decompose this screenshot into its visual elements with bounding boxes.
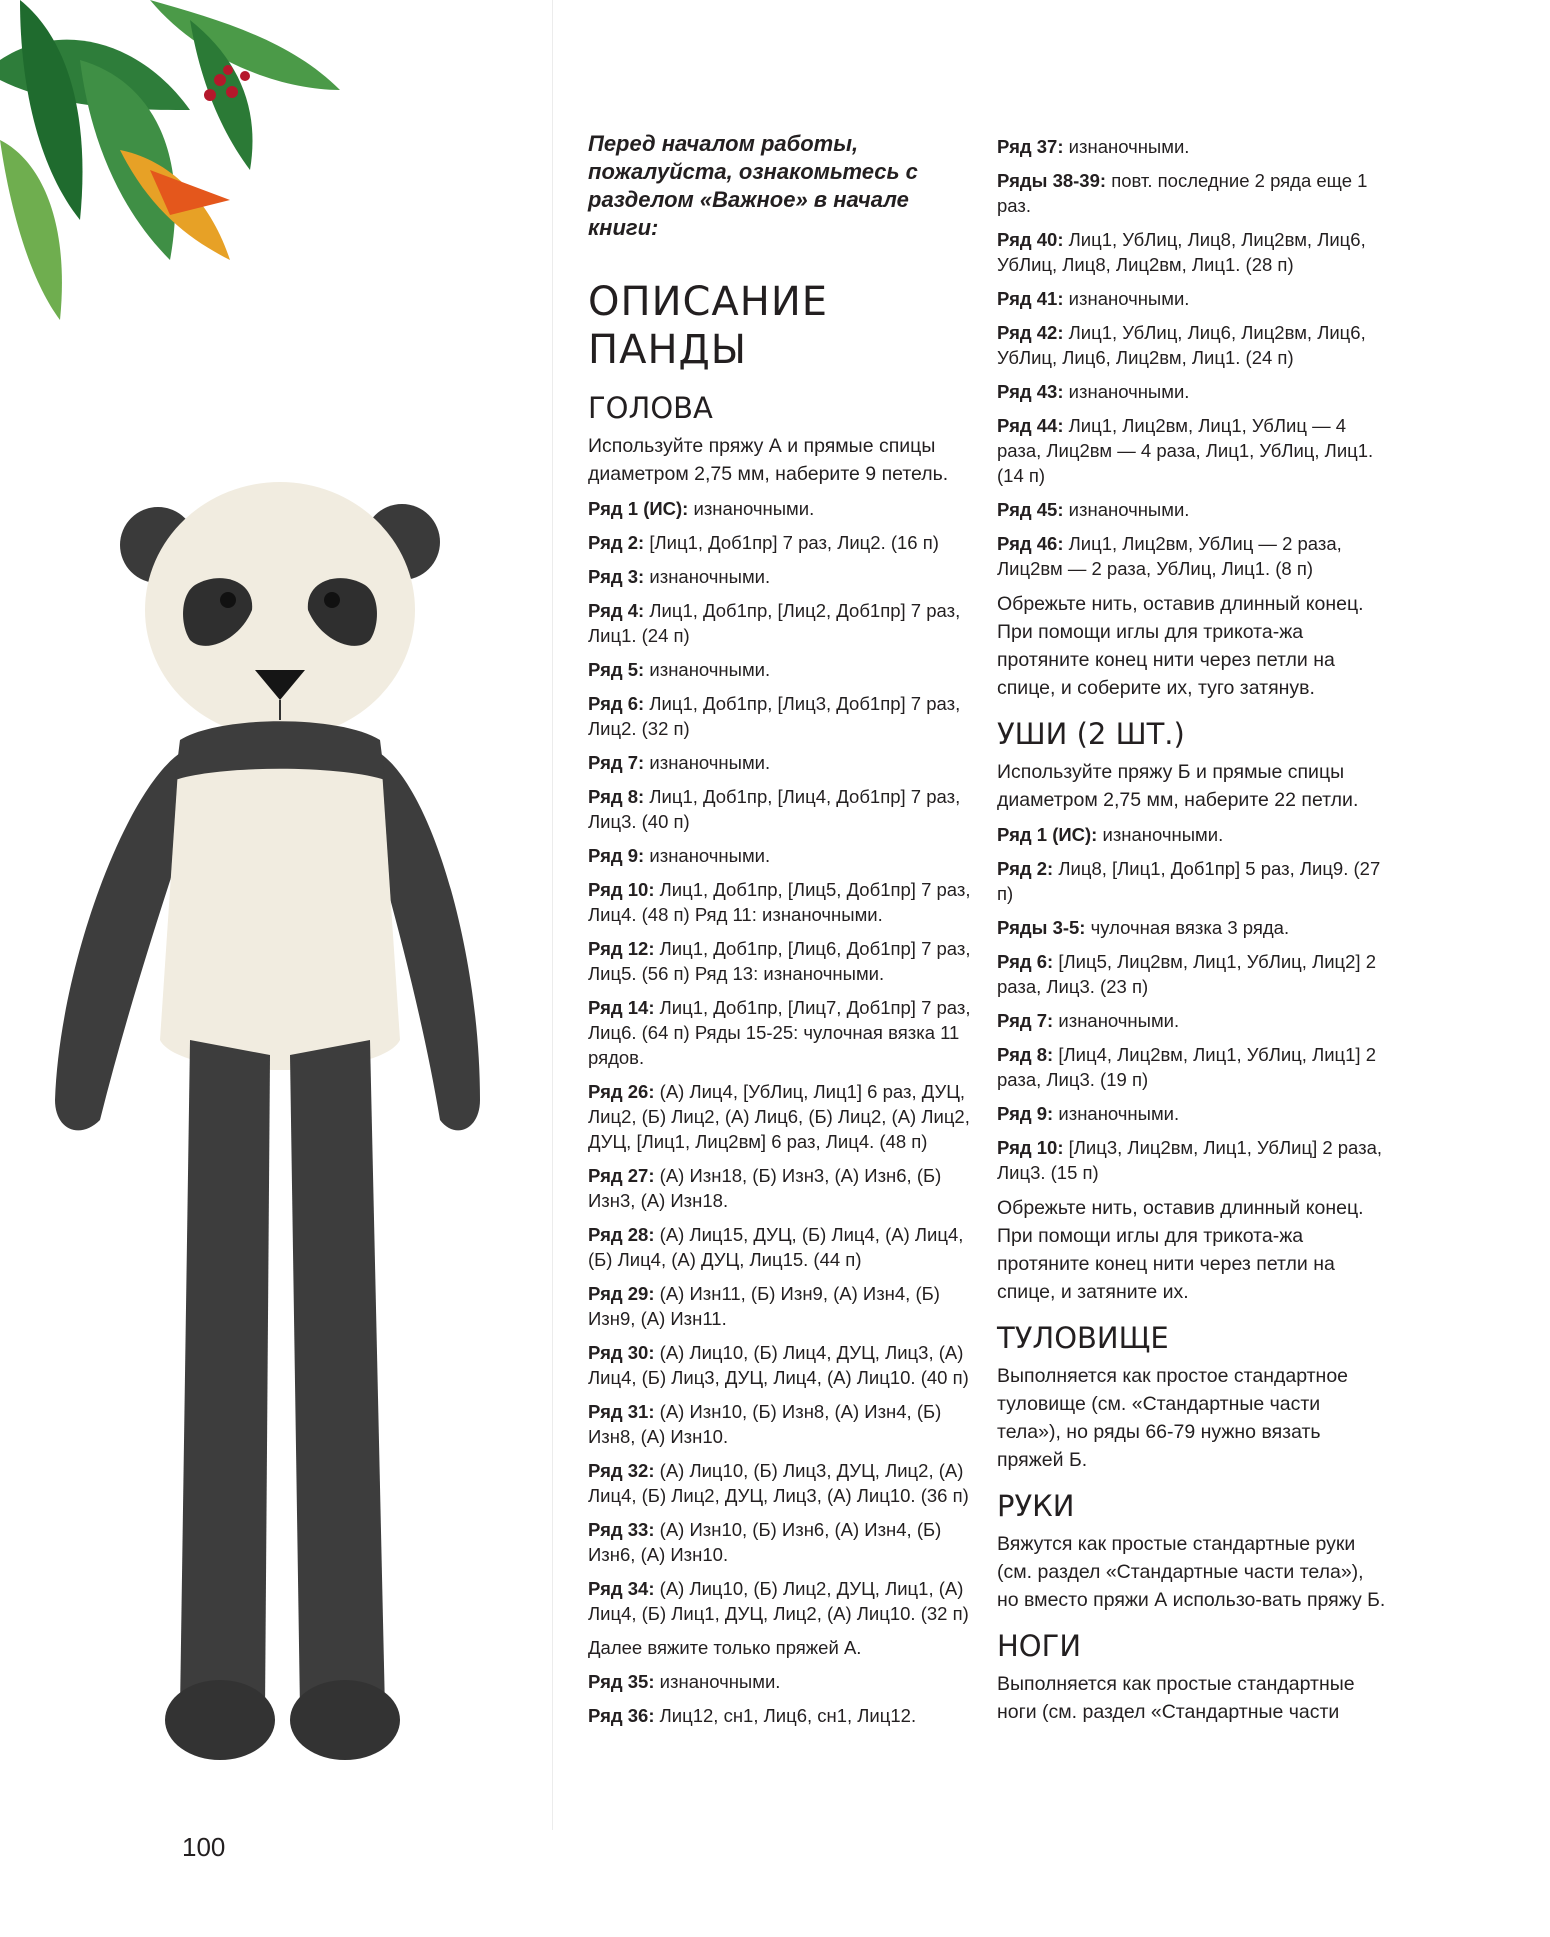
row-label: Ряд 1 (ИС): bbox=[997, 824, 1098, 845]
page-title bbox=[588, 278, 978, 374]
row-label: Ряд 2: bbox=[588, 532, 645, 553]
row-label: Ряд 44: bbox=[997, 415, 1064, 436]
ears-finish: Обрежьте нить, оставив длинный конец. При помощи иглы для трикота-жа протяните конец нити через петли на спице, и затяните их. bbox=[997, 1197, 1364, 1303]
row-instruction: Лиц8, [Лиц1, Доб1пр] 5 раз, Лиц9. (27 п) bbox=[997, 858, 1381, 904]
head-finish: Обрежьте нить, оставив длинный конец. При помощи иглы для трикота-жа протяните конец нити через петли на спице, и соберите их, туго затянув. bbox=[997, 593, 1364, 699]
pattern-row bbox=[588, 1576, 978, 1626]
pattern-row bbox=[588, 1517, 978, 1567]
row-label: Ряд 28: bbox=[588, 1224, 655, 1245]
row-label: Ряд 2: bbox=[997, 858, 1054, 879]
pattern-row bbox=[997, 915, 1387, 940]
head-intro: Используйте пряжу А и прямые спицы диаметром 2,75 мм, наберите 9 петель. bbox=[588, 435, 949, 485]
row-label: Ряды 38-39: bbox=[997, 170, 1107, 191]
row-label: Ряд 6: bbox=[588, 693, 645, 714]
column-right bbox=[997, 134, 1387, 1734]
row-instruction: Лиц1, УбЛиц, Лиц8, Лиц2вм, Лиц6, УбЛиц, Лиц8, Лиц2вм, Лиц1. (28 п) bbox=[997, 229, 1366, 275]
row-label: Ряд 9: bbox=[997, 1103, 1054, 1124]
page-divider bbox=[552, 0, 553, 1830]
row-instruction: изнаночными. bbox=[1053, 1103, 1180, 1124]
row-label: Ряд 43: bbox=[997, 381, 1064, 402]
row-label: Ряд 10: bbox=[997, 1137, 1064, 1158]
pattern-row bbox=[997, 1042, 1387, 1092]
pattern-row bbox=[997, 1008, 1387, 1033]
arms-text: Вяжутся как простые стандартные руки (см. раздел «Стандартные части тела»), но вместо пряжи А использо-вать пряжу Б. bbox=[997, 1533, 1386, 1611]
pattern-row bbox=[997, 379, 1387, 404]
pattern-row bbox=[588, 1163, 978, 1213]
legs-text: Выполняется как простые стандартные ноги (см. раздел «Стандартные части bbox=[997, 1673, 1355, 1723]
row-label: Ряд 8: bbox=[588, 786, 645, 807]
pattern-row bbox=[997, 856, 1387, 906]
panda-toy-photo bbox=[40, 480, 560, 1810]
pattern-row bbox=[997, 320, 1387, 370]
row-label: Ряд 30: bbox=[588, 1342, 655, 1363]
row-instruction: (А) Лиц10, (Б) Лиц4, ДУЦ, Лиц3, (А) Лиц4, (Б) Лиц3, ДУЦ, Лиц4, (А) Лиц10. (40 п) bbox=[588, 1342, 969, 1388]
row-instruction: изнаночными. bbox=[1063, 381, 1190, 402]
row-label: Ряд 14: bbox=[588, 997, 655, 1018]
row-label: Ряд 27: bbox=[588, 1165, 655, 1186]
row-label: Ряд 40: bbox=[997, 229, 1064, 250]
row-instruction: Лиц1, Доб1пр, [Лиц5, Доб1пр] 7 раз, Лиц4. (48 п) Ряд 11: изнаночными. bbox=[588, 879, 971, 925]
row-instruction: [Лиц5, Лиц2вм, Лиц1, УбЛиц, Лиц2] 2 раза, Лиц3. (23 п) bbox=[997, 951, 1376, 997]
row-label: Ряд 41: bbox=[997, 288, 1064, 309]
page-number: 100 bbox=[182, 1832, 226, 1862]
row-label: Ряд 10: bbox=[588, 879, 655, 900]
row-label: Ряд 6: bbox=[997, 951, 1054, 972]
title-line-1: ОПИСАНИЕ bbox=[588, 279, 829, 325]
row-label: Ряд 33: bbox=[588, 1519, 655, 1540]
row-instruction: Лиц1, УбЛиц, Лиц6, Лиц2вм, Лиц6, УбЛиц, Лиц6, Лиц2вм, Лиц1. (24 п) bbox=[997, 322, 1366, 368]
row-label: Ряд 45: bbox=[997, 499, 1064, 520]
pattern-row bbox=[588, 1281, 978, 1331]
pattern-row bbox=[588, 657, 978, 682]
row-label: Ряд 29: bbox=[588, 1283, 655, 1304]
row-instruction: (А) Изн10, (Б) Изн6, (А) Изн4, (Б) Изн6, (А) Изн10. bbox=[588, 1519, 942, 1565]
pattern-row bbox=[588, 877, 978, 927]
pattern-row bbox=[997, 227, 1387, 277]
ears-rows-list bbox=[997, 822, 1387, 1185]
pattern-row bbox=[588, 1669, 978, 1694]
pattern-row bbox=[997, 531, 1387, 581]
row-instruction: изнаночными. bbox=[644, 752, 771, 773]
row-label: Ряды 3-5: bbox=[997, 917, 1086, 938]
row-instruction: изнаночными. bbox=[1063, 499, 1190, 520]
title-line-2: ПАНДЫ bbox=[588, 327, 748, 373]
row-label: Ряд 9: bbox=[588, 845, 645, 866]
row-instruction: повт. последние 2 ряда еще 1 раз. bbox=[997, 170, 1368, 216]
row-instruction: (А) Изн18, (Б) Изн3, (А) Изн6, (Б) Изн3, (А) Изн18. bbox=[588, 1165, 942, 1211]
row-label: Ряд 7: bbox=[588, 752, 645, 773]
body-text: Выполняется как простое стандартное туловище (см. «Стандартные части тела»), но ряды 66-79 нужно вязать пряжей Б. bbox=[997, 1365, 1349, 1471]
row-instruction: Лиц1, Доб1пр, [Лиц4, Доб1пр] 7 раз, Лиц3. (40 п) bbox=[588, 786, 961, 832]
row-instruction: (А) Лиц15, ДУЦ, (Б) Лиц4, (А) Лиц4, (Б) Лиц4, (А) ДУЦ, Лиц15. (44 п) bbox=[588, 1224, 964, 1270]
row-label: Ряд 35: bbox=[588, 1671, 655, 1692]
row-instruction: изнаночными. bbox=[688, 498, 815, 519]
pattern-row bbox=[588, 1340, 978, 1390]
pattern-row bbox=[588, 750, 978, 775]
column-left bbox=[588, 130, 978, 1737]
pattern-row bbox=[588, 1703, 978, 1728]
pattern-row bbox=[997, 286, 1387, 311]
row-label: Ряд 4: bbox=[588, 600, 645, 621]
pattern-row bbox=[588, 995, 978, 1070]
pattern-row bbox=[588, 936, 978, 986]
pattern-row bbox=[997, 1135, 1387, 1185]
row-instruction: чулочная вязка 3 ряда. bbox=[1085, 917, 1290, 938]
pattern-row bbox=[997, 168, 1387, 218]
section-heading-head: ГОЛОВА bbox=[588, 391, 713, 425]
pattern-row bbox=[588, 496, 978, 521]
pattern-row bbox=[997, 1101, 1387, 1126]
row-instruction: Далее вяжите только пряжей А. bbox=[588, 1637, 862, 1658]
row-label: Ряд 7: bbox=[997, 1010, 1054, 1031]
head-rows-list-continued bbox=[997, 134, 1387, 581]
pattern-row bbox=[588, 1222, 978, 1272]
row-instruction: Лиц1, Лиц2вм, Лиц1, УбЛиц — 4 раза, Лиц2вм — 4 раза, Лиц1, УбЛиц, Лиц1. (14 п) bbox=[997, 415, 1374, 486]
pattern-row bbox=[588, 530, 978, 555]
pattern-row bbox=[997, 134, 1387, 159]
pattern-row bbox=[997, 949, 1387, 999]
row-instruction: изнаночными. bbox=[1097, 824, 1224, 845]
row-label: Ряд 31: bbox=[588, 1401, 655, 1422]
pattern-row bbox=[997, 822, 1387, 847]
pattern-row bbox=[588, 784, 978, 834]
row-label: Ряд 1 (ИС): bbox=[588, 498, 689, 519]
row-instruction: Лиц1, Доб1пр, [Лиц7, Доб1пр] 7 раз, Лиц6. (64 п) Ряды 15-25: чулочная вязка 11 рядов. bbox=[588, 997, 971, 1068]
row-instruction: изнаночными. bbox=[644, 566, 771, 587]
row-instruction: Лиц12, сн1, Лиц6, сн1, Лиц12. bbox=[654, 1705, 917, 1726]
row-instruction: изнаночными. bbox=[1053, 1010, 1180, 1031]
row-label: Ряд 8: bbox=[997, 1044, 1054, 1065]
row-instruction: изнаночными. bbox=[654, 1671, 781, 1692]
row-label: Ряд 3: bbox=[588, 566, 645, 587]
row-instruction: изнаночными. bbox=[644, 845, 771, 866]
pattern-row bbox=[588, 843, 978, 868]
row-label: Ряд 26: bbox=[588, 1081, 655, 1102]
row-instruction: (А) Лиц4, [УбЛиц, Лиц1] 6 раз, ДУЦ, Лиц2, (Б) Лиц2, (А) Лиц6, (Б) Лиц2, (А) Лиц2, ДУЦ, [Лиц1, Лиц2вм] 6 раз, Лиц4. (48 п) bbox=[588, 1081, 970, 1152]
pattern-row bbox=[588, 1635, 978, 1660]
pattern-row bbox=[588, 1079, 978, 1154]
pattern-row bbox=[588, 598, 978, 648]
section-heading-ears: УШИ (2 ШТ.) bbox=[997, 717, 1185, 751]
section-heading-arms: РУКИ bbox=[997, 1489, 1075, 1523]
section-heading-legs: НОГИ bbox=[997, 1629, 1082, 1663]
row-instruction: [Лиц1, Доб1пр] 7 раз, Лиц2. (16 п) bbox=[644, 532, 939, 553]
row-instruction: (А) Изн11, (Б) Изн9, (А) Изн4, (Б) Изн9, (А) Изн11. bbox=[588, 1283, 940, 1329]
pattern-row bbox=[997, 497, 1387, 522]
head-rows-list bbox=[588, 496, 978, 1728]
pattern-row bbox=[588, 1399, 978, 1449]
row-instruction: [Лиц4, Лиц2вм, Лиц1, УбЛиц, Лиц1] 2 раза, Лиц3. (19 п) bbox=[997, 1044, 1376, 1090]
row-instruction: Лиц1, Доб1пр, [Лиц3, Доб1пр] 7 раз, Лиц2. (32 п) bbox=[588, 693, 961, 739]
tropical-leaves-illustration bbox=[0, 0, 360, 340]
pattern-row bbox=[588, 691, 978, 741]
row-label: Ряд 34: bbox=[588, 1578, 655, 1599]
row-label: Ряд 37: bbox=[997, 136, 1064, 157]
row-label: Ряд 5: bbox=[588, 659, 645, 680]
pattern-row bbox=[588, 1458, 978, 1508]
row-label: Ряд 32: bbox=[588, 1460, 655, 1481]
pattern-row bbox=[997, 413, 1387, 488]
row-instruction: Лиц1, Доб1пр, [Лиц2, Доб1пр] 7 раз, Лиц1. (24 п) bbox=[588, 600, 961, 646]
row-label: Ряд 46: bbox=[997, 533, 1064, 554]
row-label: Ряд 12: bbox=[588, 938, 655, 959]
row-instruction: Лиц1, Лиц2вм, УбЛиц — 2 раза, Лиц2вм — 2 раза, УбЛиц, Лиц1. (8 п) bbox=[997, 533, 1342, 579]
ears-intro: Используйте пряжу Б и прямые спицы диаметром 2,75 мм, наберите 22 петли. bbox=[997, 761, 1359, 811]
row-instruction: (А) Лиц10, (Б) Лиц2, ДУЦ, Лиц1, (А) Лиц4, (Б) Лиц1, ДУЦ, Лиц2, (А) Лиц10. (32 п) bbox=[588, 1578, 969, 1624]
row-instruction: (А) Лиц10, (Б) Лиц3, ДУЦ, Лиц2, (А) Лиц4, (Б) Лиц2, ДУЦ, Лиц3, (А) Лиц10. (36 п) bbox=[588, 1460, 969, 1506]
row-label: Ряд 42: bbox=[997, 322, 1064, 343]
row-instruction: (А) Изн10, (Б) Изн8, (А) Изн4, (Б) Изн8, (А) Изн10. bbox=[588, 1401, 942, 1447]
section-heading-body: ТУЛОВИЩЕ bbox=[997, 1321, 1169, 1355]
row-instruction: изнаночными. bbox=[1063, 288, 1190, 309]
row-instruction: изнаночными. bbox=[644, 659, 771, 680]
row-instruction: Лиц1, Доб1пр, [Лиц6, Доб1пр] 7 раз, Лиц5. (56 п) Ряд 13: изнаночными. bbox=[588, 938, 971, 984]
row-label: Ряд 36: bbox=[588, 1705, 655, 1726]
intro-note: Перед началом работы, пожалуйста, ознакомьтесь с разделом «Важное» в начале книги: bbox=[588, 131, 918, 240]
pattern-row bbox=[588, 564, 978, 589]
row-instruction: [Лиц3, Лиц2вм, Лиц1, УбЛиц] 2 раза, Лиц3. (15 п) bbox=[997, 1137, 1383, 1183]
row-instruction: изнаночными. bbox=[1063, 136, 1190, 157]
